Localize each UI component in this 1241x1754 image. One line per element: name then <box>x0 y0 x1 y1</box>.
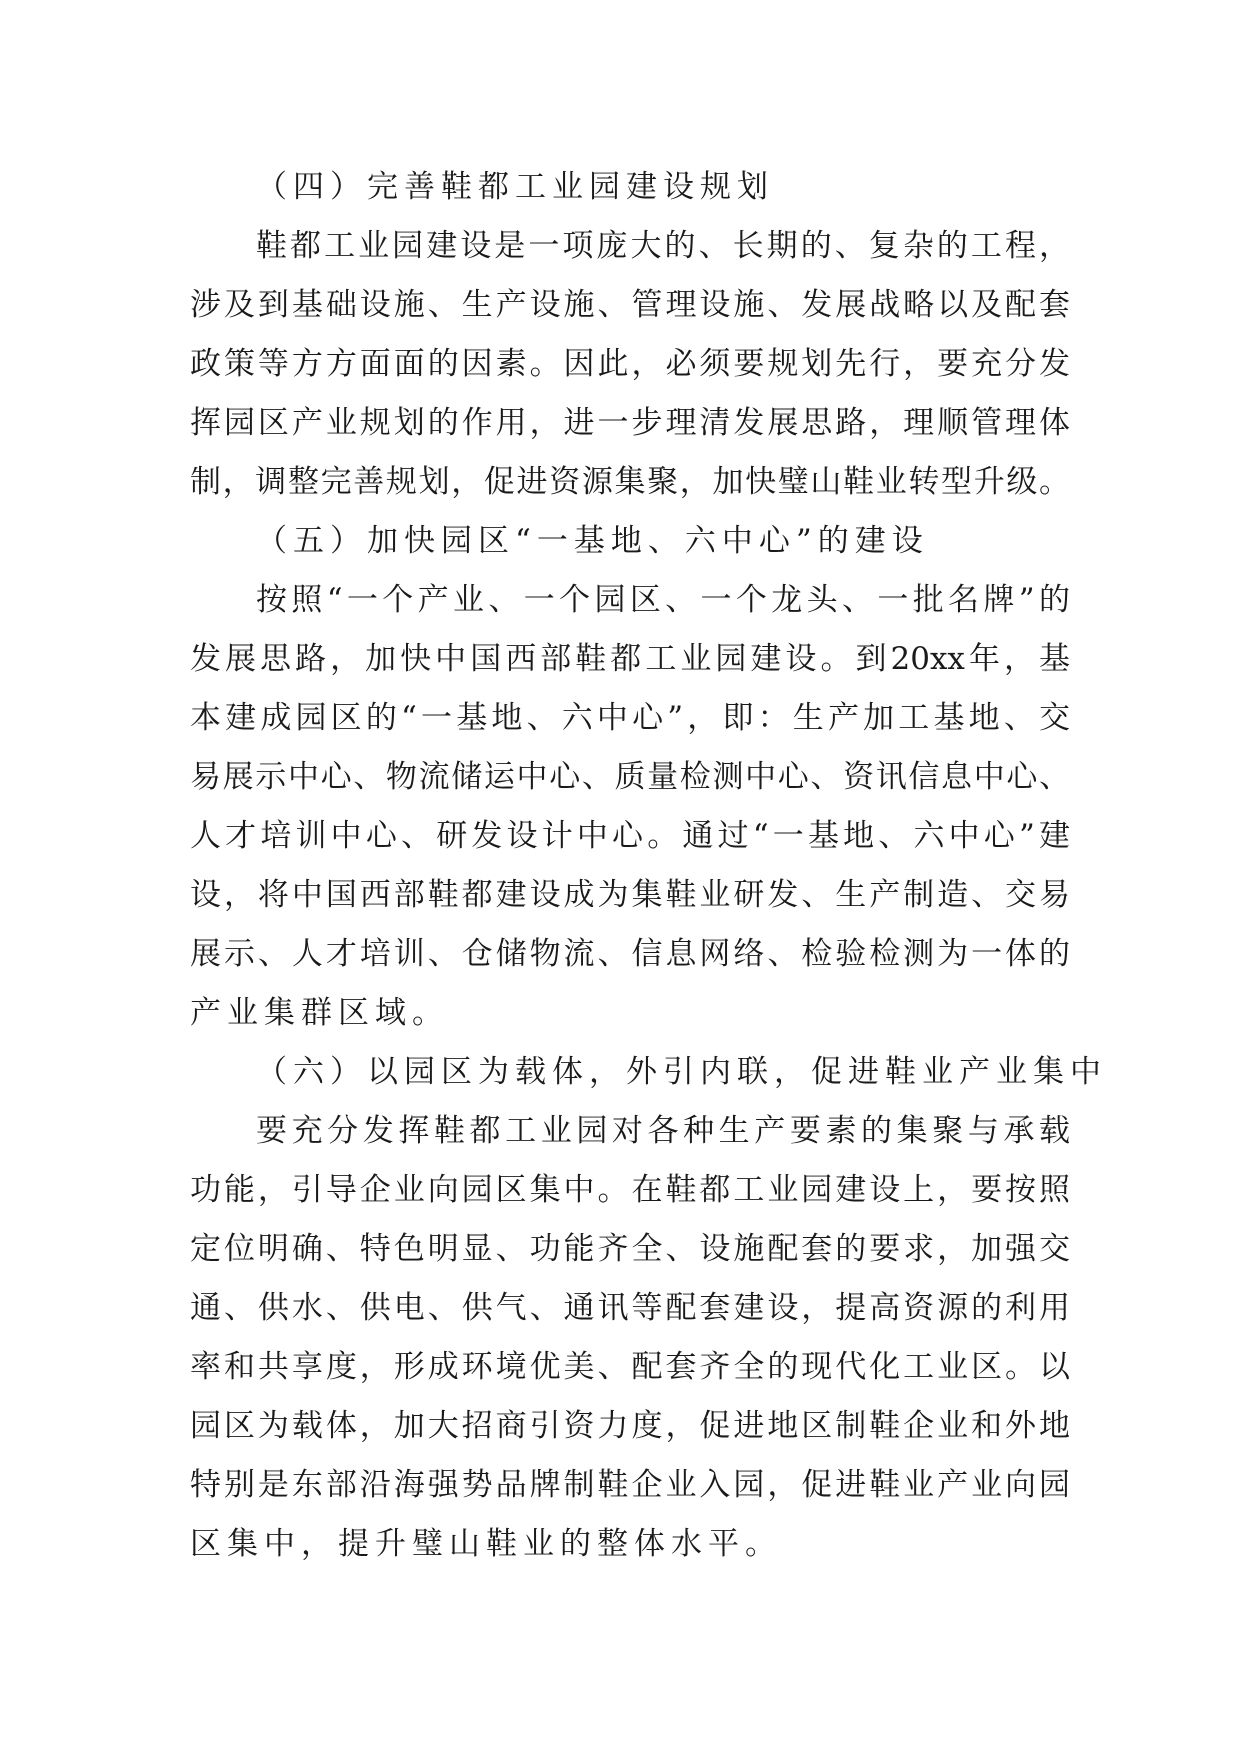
paragraph-line: 政策等方方面面的因素。因此，必须要规划先行，要充分发 <box>190 346 1070 382</box>
paragraph-line: 通、供水、供电、供气、通讯等配套建设，提高资源的利用 <box>190 1290 1070 1326</box>
paragraph-line: 本建成园区的“一基地、六中心”，即：生产加工基地、交 <box>190 700 1070 736</box>
heading-6: （六）以园区为载体，外引内联，促进鞋业产业集中 <box>256 1054 1107 1090</box>
paragraph-line: 园区为载体，加大招商引资力度，促进地区制鞋企业和外地 <box>190 1408 1070 1444</box>
paragraph-line: 设，将中国西部鞋都建设成为集鞋业研发、生产制造、交易 <box>190 877 1070 913</box>
paragraph-line: 挥园区产业规划的作用，进一步理清发展思路，理顺管理体 <box>190 405 1070 441</box>
paragraph-line: 功能，引导企业向园区集中。在鞋都工业园建设上，要按照 <box>190 1172 1070 1208</box>
paragraph-line: 涉及到基础设施、生产设施、管理设施、发展战略以及配套 <box>190 287 1070 323</box>
paragraph-line: 要充分发挥鞋都工业园对各种生产要素的集聚与承载 <box>256 1113 1070 1149</box>
heading-4: （四）完善鞋都工业园建设规划 <box>256 169 774 205</box>
paragraph-line: 易展示中心、物流储运中心、质量检测中心、资讯信息中心、 <box>190 759 1070 795</box>
paragraph-line: 区集中，提升璧山鞋业的整体水平。 <box>190 1526 782 1562</box>
paragraph-line: 定位明确、特色明显、功能齐全、设施配套的要求，加强交 <box>190 1231 1070 1267</box>
paragraph-line: 产业集群区域。 <box>190 995 449 1031</box>
paragraph-line: 发展思路，加快中国西部鞋都工业园建设。到20xx年，基 <box>190 641 1070 677</box>
paragraph-line: 鞋都工业园建设是一项庞大的、长期的、复杂的工程， <box>256 228 1070 264</box>
paragraph-line: 展示、人才培训、仓储物流、信息网络、检验检测为一体的 <box>190 936 1070 972</box>
paragraph-line: 特别是东部沿海强势品牌制鞋企业入园，促进鞋业产业向园 <box>190 1467 1070 1503</box>
paragraph-line: 人才培训中心、研发设计中心。通过“一基地、六中心”建 <box>190 818 1070 854</box>
paragraph-line: 制，调整完善规划，促进资源集聚，加快璧山鞋业转型升级。 <box>190 464 1070 500</box>
paragraph-line: 按照“一个产业、一个园区、一个龙头、一批名牌”的 <box>256 582 1070 618</box>
heading-5: （五）加快园区“一基地、六中心”的建设 <box>256 523 929 559</box>
paragraph-line: 率和共享度，形成环境优美、配套齐全的现代化工业区。以 <box>190 1349 1070 1385</box>
